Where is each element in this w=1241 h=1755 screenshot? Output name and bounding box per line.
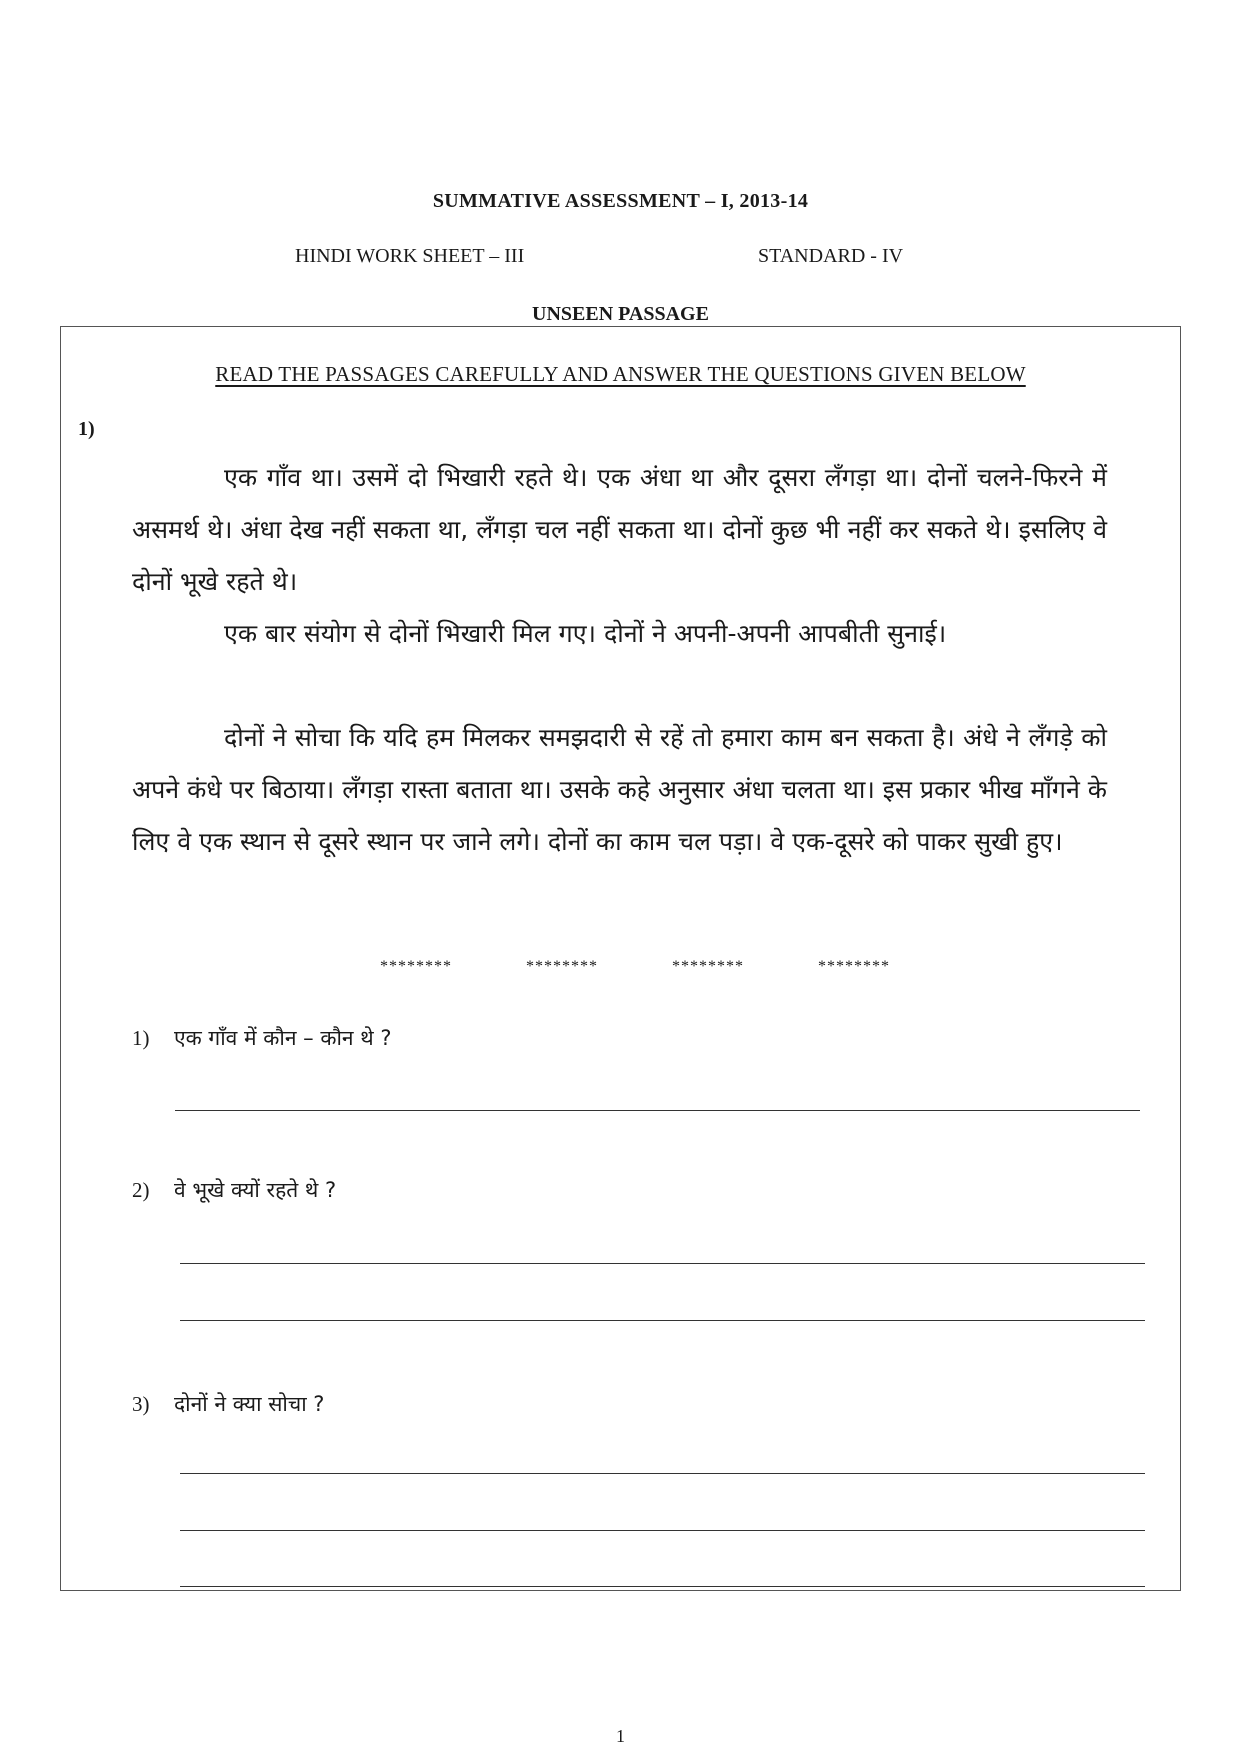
separator-stars: ********	[526, 958, 598, 975]
question-text: वे भूखे क्यों रहते थे ?	[174, 1178, 337, 1202]
section-heading: UNSEEN PASSAGE	[532, 303, 709, 325]
question-text: दोनों ने क्या सोचा ?	[174, 1392, 325, 1416]
answer-line[interactable]	[180, 1473, 1145, 1474]
passage-paragraph: एक बार संयोग से दोनों भिखारी मिल गए। दोनों ने अपनी-अपनी आपबीती सुनाई।	[224, 619, 947, 648]
answer-line[interactable]	[180, 1586, 1145, 1587]
separator-stars: ********	[672, 958, 744, 975]
standard-label: STANDARD - IV	[758, 245, 904, 267]
separator-stars: ********	[818, 958, 890, 975]
question-number: 2)	[132, 1178, 150, 1202]
answer-line[interactable]	[180, 1320, 1145, 1321]
instruction-text: READ THE PASSAGES CAREFULLY AND ANSWER THE QUESTIONS GIVEN BELOW	[215, 362, 1026, 386]
question-2	[132, 1176, 336, 1204]
question-text: एक गाँव में कौन – कौन थे ?	[174, 1026, 392, 1050]
passage-separator	[380, 958, 964, 976]
answer-line[interactable]	[180, 1263, 1145, 1264]
passage-paragraph: दोनों ने सोचा कि यदि हम मिलकर समझदारी से रहें तो हमारा काम बन सकता है। अंधे ने लँगड़े को अपने कंधे पर बिठाया। लँगड़ा रास्ता बताता था। उसके कहे अनुसार अंधा चलता था। इस प्रकार भीख माँगने के लिए वे एक स्थान से दूसरे स्थान पर जाने लगे। दोनों का काम चल पड़ा। वे एक-दूसरे को पाकर सुखी हुए।	[132, 723, 1107, 856]
worksheet-title: SUMMATIVE ASSESSMENT – I, 2013-14	[432, 190, 809, 212]
subject-label: HINDI WORK SHEET – III	[295, 245, 525, 267]
answer-line[interactable]	[180, 1530, 1145, 1531]
page-number: 1	[616, 1726, 625, 1746]
separator-stars: ********	[380, 958, 452, 975]
passage-number: 1)	[78, 418, 95, 440]
answer-line[interactable]	[175, 1110, 1140, 1111]
question-number: 3)	[132, 1392, 150, 1416]
question-1	[132, 1024, 391, 1052]
passage-paragraph: एक गाँव था। उसमें दो भिखारी रहते थे। एक अंधा था और दूसरा लँगड़ा था। दोनों चलने-फिरने में असमर्थ थे। अंधा देख नहीं सकता था, लँगड़ा चल नहीं सकता था। दोनों कुछ भी नहीं कर सकते थे। इसलिए वे दोनों भूखे रहते थे।	[132, 463, 1107, 596]
question-3	[132, 1390, 324, 1418]
question-number: 1)	[132, 1026, 150, 1050]
